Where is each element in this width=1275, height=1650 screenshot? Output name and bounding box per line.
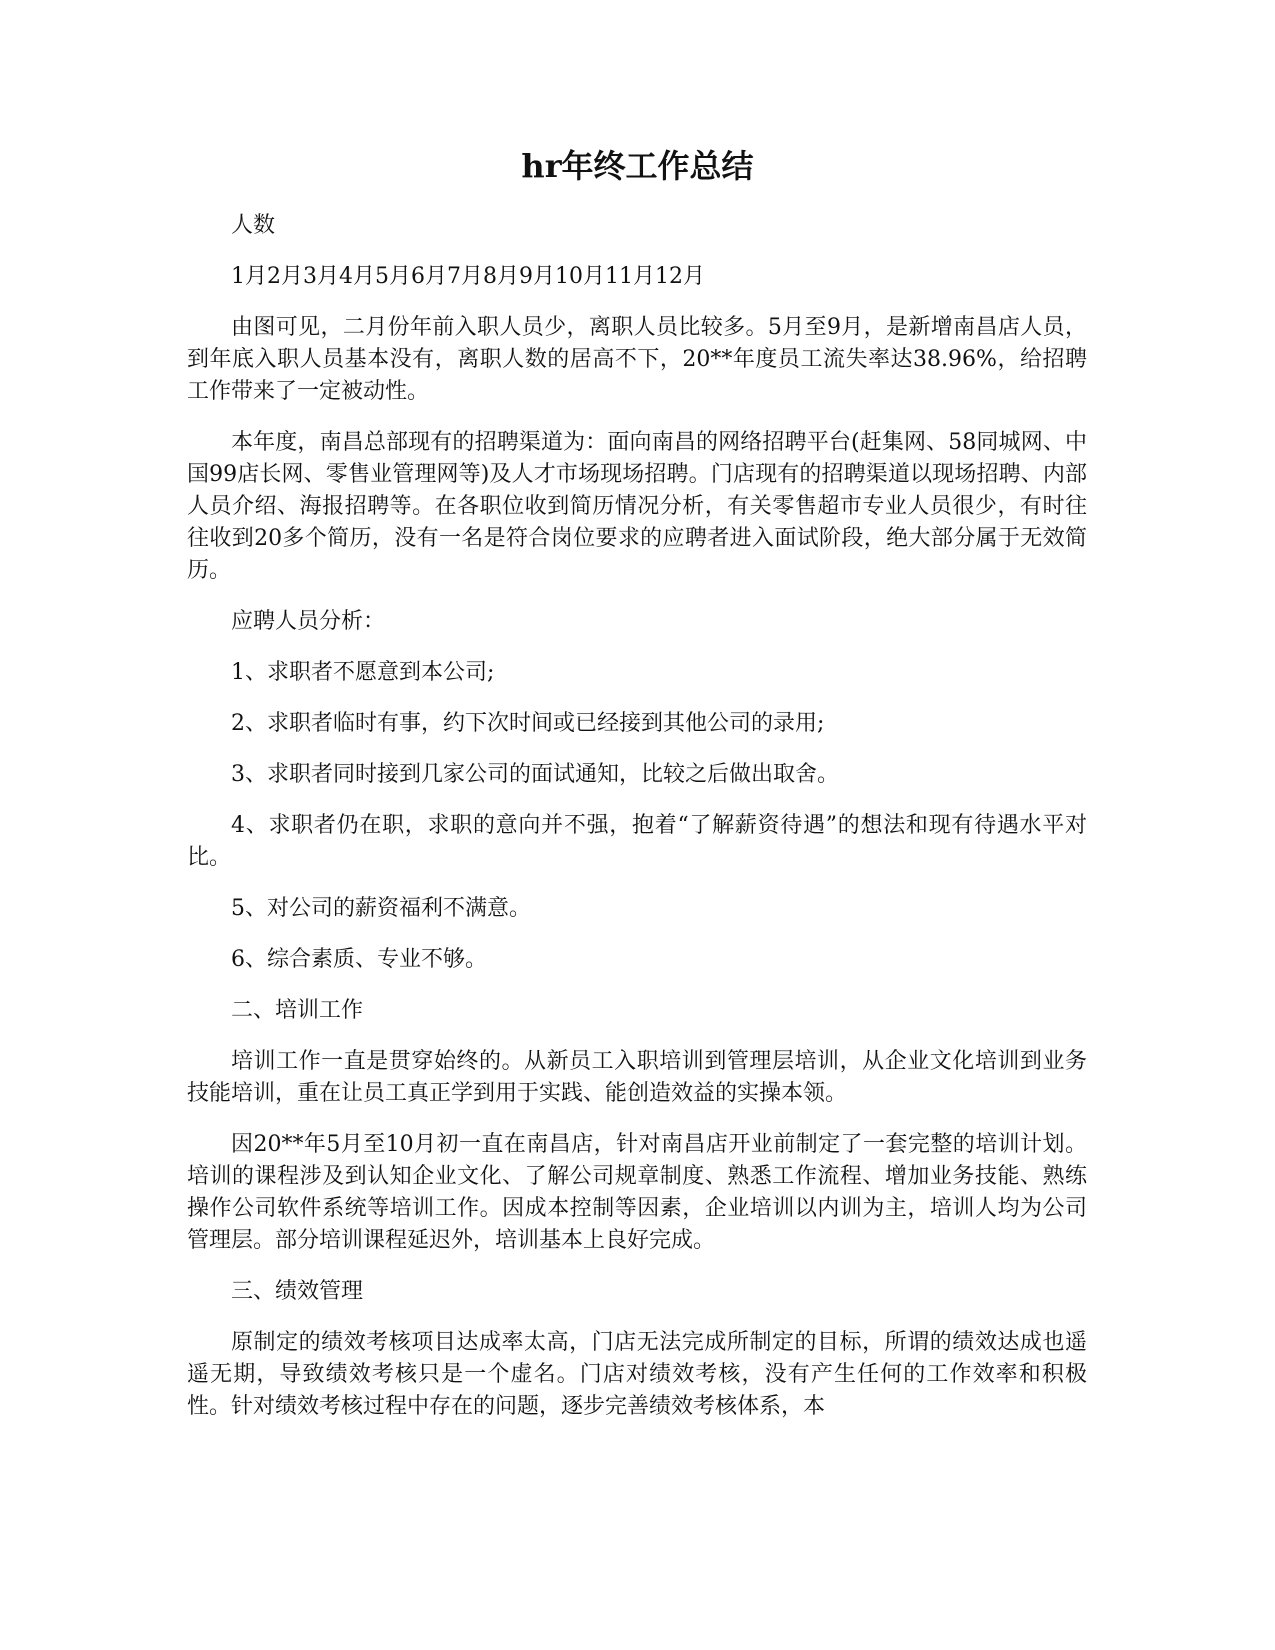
paragraph-training-overview: 培训工作一直是贯穿始终的。从新员工入职培训到管理层培训，从企业文化培训到业务技能培训，重在让员工真正学到用于实践、能创造效益的实操本领。 (187, 1049, 1087, 1106)
paragraph-performance-management: 原制定的绩效考核项目达成率太高，门店无法完成所制定的目标，所谓的绩效达成也遥遥无期，导致绩效考核只是一个虚名。门店对绩效考核，没有产生任何的工作效率和积极性。针对绩效考核过程中存在的问题，逐步完善绩效考核体系，本 (187, 1330, 1087, 1419)
section-heading-performance: 三、绩效管理 (231, 1279, 364, 1304)
paragraph-applicant-analysis-heading: 应聘人员分析： (231, 609, 386, 634)
list-item: 6、综合素质、专业不够。 (231, 947, 487, 972)
list-item: 2、求职者临时有事，约下次时间或已经接到其他公司的录用; (231, 711, 825, 736)
document-title: hr年终工作总结 (521, 147, 754, 185)
paragraph-turnover-analysis: 由图可见，二月份年前入职人员少，离职人员比较多。5月至9月，是新增南昌店人员，到年底入职人员基本没有，离职人数的居高不下，20**年度员工流失率达38.96%，给招聘工作带来了一定被动性。 (187, 315, 1087, 404)
list-item: 1、求职者不愿意到本公司; (231, 660, 495, 685)
section-heading-training: 二、培训工作 (231, 998, 364, 1023)
paragraph-month-labels: 1月2月3月4月5月6月7月8月9月10月11月12月 (231, 264, 705, 289)
document-body (187, 210, 1087, 1442)
paragraph-headcount-label: 人数 (231, 213, 276, 238)
list-item: 4、求职者仍在职，求职的意向并不强，抱着“了解薪资待遇”的想法和现有待遇水平对比。 (187, 813, 1087, 870)
list-item: 5、对公司的薪资福利不满意。 (231, 896, 531, 921)
paragraph-recruitment-channels: 本年度，南昌总部现有的招聘渠道为：面向南昌的网络招聘平台(赶集网、58同城网、中国99店长网、零售业管理网等)及人才市场现场招聘。门店现有的招聘渠道以现场招聘、内部人员介绍、海报招聘等。在各职位收到简历情况分析，有关零售超市专业人员很少，有时往往收到20多个简历，没有一名是符合岗位要求的应聘者进入面试阶段，绝大部分属于无效简历。 (187, 430, 1087, 583)
list-item: 3、求职者同时接到几家公司的面试通知，比较之后做出取舍。 (231, 762, 839, 787)
paragraph-training-plan: 因20**年5月至10月初一直在南昌店，针对南昌店开业前制定了一套完整的培训计划。培训的课程涉及到认知企业文化、了解公司规章制度、熟悉工作流程、增加业务技能、熟练操作公司软件系统等培训工作。因成本控制等因素，企业培训以内训为主，培训人均为公司管理层。部分培训课程延迟外，培训基本上良好完成。 (187, 1132, 1087, 1253)
